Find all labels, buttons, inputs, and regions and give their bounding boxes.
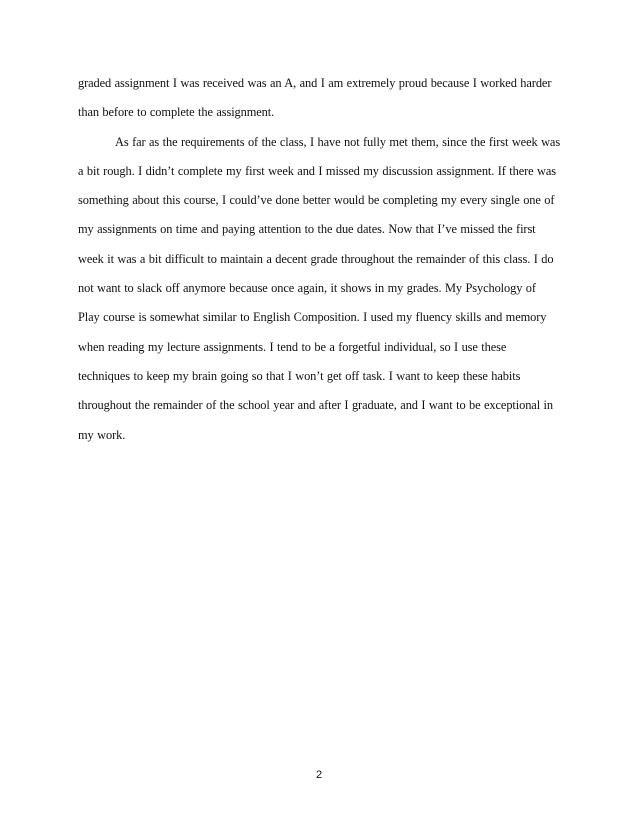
body-text <box>78 69 560 450</box>
text-line-7: week it was a bit difficult to maintain a decent grade throughout the remainder of this class. I do <box>78 251 554 266</box>
text-line-2: than before to complete the assignment. <box>78 105 275 120</box>
text-line-6: my assignments on time and paying attention to the due dates. Now that I’ve missed the first <box>78 222 536 237</box>
text-line-11: techniques to keep my brain going so that I won’t get off task. I want to keep these habits <box>78 368 521 383</box>
page-number: 2 <box>315 769 323 781</box>
text-line-8: not want to slack off anymore because once again, it shows in my grades. My Psychology of <box>78 281 536 296</box>
text-line-13: my work. <box>78 427 126 442</box>
text-line-5: something about this course, I could’ve done better would be completing my every single one of <box>78 193 555 208</box>
paragraph-start-line: As far as the requirements of the class, I have not fully met them, since the first week was <box>115 134 561 149</box>
text-line-12: throughout the remainder of the school year and after I graduate, and I want to be exceptional in <box>78 398 553 413</box>
text-line-9: Play course is somewhat similar to English Composition. I used my fluency skills and memory <box>78 310 547 325</box>
text-line-10: when reading my lecture assignments. I tend to be a forgetful individual, so I use these <box>78 339 507 354</box>
text-line-1: graded assignment I was received was an A, and I am extremely proud because I worked harder <box>78 76 552 90</box>
text-line-4: a bit rough. I didn’t complete my first week and I missed my discussion assignment. If there was <box>78 163 557 178</box>
